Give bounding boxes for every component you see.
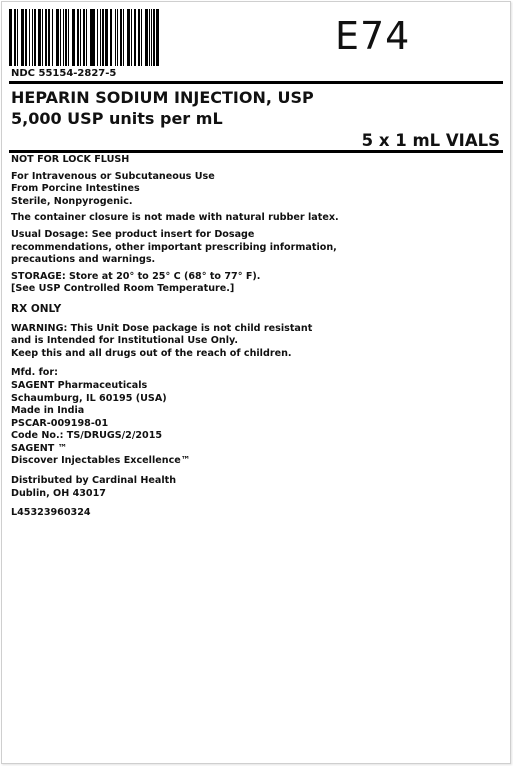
code-number: Code No.: TS/DRUGS/2/2015 bbox=[11, 430, 163, 442]
tagline: Discover Injectables Excellence™ bbox=[11, 455, 191, 467]
warning-line-1: WARNING: This Unit Dose package is not child resistant bbox=[11, 322, 313, 334]
warning-line-2: and is Intended for Institutional Use Only. bbox=[11, 335, 239, 347]
warning-line-3: Keep this and all drugs out of the reach of children. bbox=[11, 347, 292, 359]
label-body bbox=[11, 154, 501, 520]
manufacturer-name: SAGENT Pharmaceuticals bbox=[11, 379, 148, 391]
distributor-city: Dublin, OH 43017 bbox=[11, 487, 106, 499]
item-code: L45323960324 bbox=[11, 507, 91, 519]
storage-line-1: STORAGE: Store at 20° to 25° C (68° to 77° F). bbox=[11, 270, 261, 282]
top-divider bbox=[9, 81, 503, 84]
made-in: Made in India bbox=[11, 405, 85, 417]
product-name: HEPARIN SODIUM INJECTION, USP bbox=[11, 88, 314, 107]
drug-label bbox=[1, 1, 511, 764]
rx-only: RX ONLY bbox=[11, 302, 62, 315]
pscar-code: PSCAR-009198-01 bbox=[11, 417, 109, 429]
route-of-use: For Intravenous or Subcutaneous Use bbox=[11, 170, 215, 182]
product-strength: 5,000 USP units per mL bbox=[11, 109, 223, 128]
manufacturer-city: Schaumburg, IL 60195 (USA) bbox=[11, 392, 167, 404]
dosage-line-2: recommendations, other important prescribing information, bbox=[11, 241, 337, 253]
ndc-number: NDC 55154-2827-5 bbox=[11, 68, 117, 79]
lock-flush-warning: NOT FOR LOCK FLUSH bbox=[11, 154, 130, 165]
source-text: From Porcine Intestines bbox=[11, 183, 140, 195]
latex-statement: The container closure is not made with natural rubber latex. bbox=[11, 212, 339, 224]
distributor: Distributed by Cardinal Health bbox=[11, 475, 177, 487]
package-count: 5 x 1 mL VIALS bbox=[361, 131, 500, 150]
section-divider bbox=[9, 150, 503, 153]
dosage-line-1: Usual Dosage: See product insert for Dosage bbox=[11, 228, 255, 240]
storage-line-2: [See USP Controlled Room Temperature.] bbox=[11, 283, 235, 295]
sagent-trademark: SAGENT ™ bbox=[11, 442, 68, 454]
barcode bbox=[9, 9, 161, 66]
mfd-for: Mfd. for: bbox=[11, 367, 58, 379]
sterile-text: Sterile, Nonpyrogenic. bbox=[11, 195, 133, 207]
lot-code: E74 bbox=[335, 14, 411, 58]
dosage-line-3: precautions and warnings. bbox=[11, 254, 156, 266]
